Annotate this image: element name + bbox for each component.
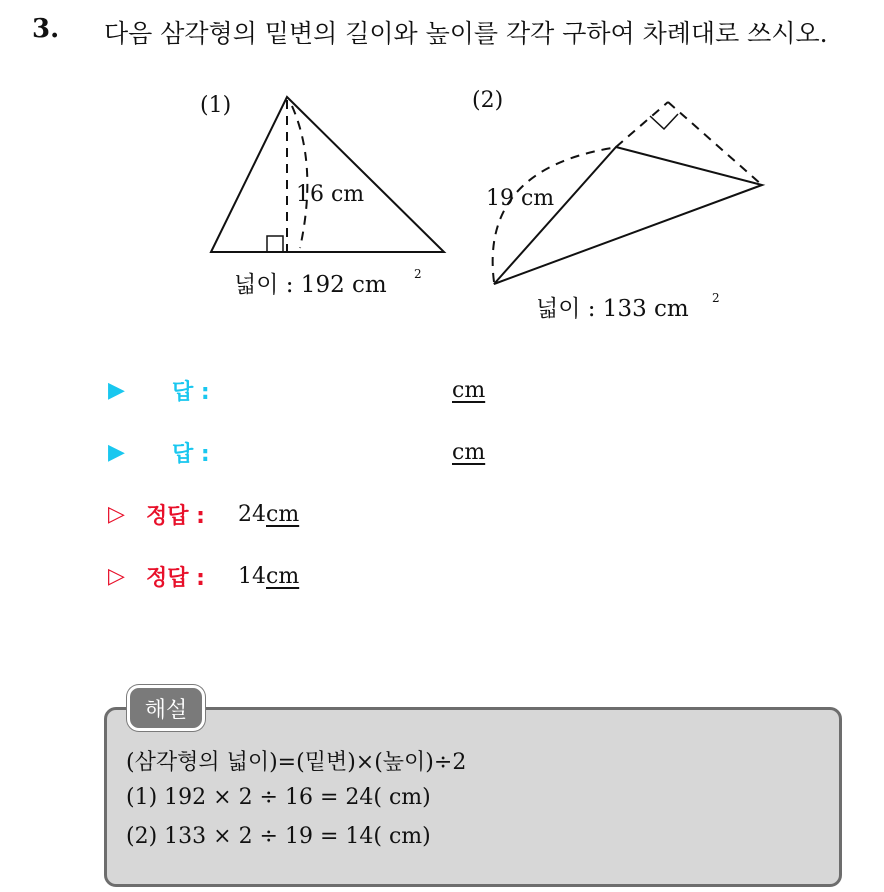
- solution-row-2: [108, 559, 299, 593]
- solution-marker-icon: ▷: [108, 563, 125, 589]
- explanation-line-2: (2) 133 × 2 ÷ 19 = 14( cm): [126, 824, 431, 849]
- figure-1-triangle: [211, 97, 444, 252]
- solution-unit: cm: [266, 563, 300, 589]
- answer-label: 답 :: [172, 379, 210, 405]
- figure-2-label: (2): [472, 88, 504, 113]
- answer-row-2: [108, 435, 485, 469]
- figure-2-area-sup: 2: [712, 291, 720, 305]
- triangle-figures: [0, 0, 884, 340]
- figure-1-height-label: 16 cm: [296, 182, 365, 207]
- figure-1-area-sup: 2: [414, 267, 422, 281]
- answer-label: 답 :: [172, 441, 210, 467]
- figure-1-area-label: 넓이 : 192 cm: [234, 272, 387, 298]
- answer-unit[interactable]: cm: [452, 377, 486, 403]
- answer-row-1: [108, 373, 485, 407]
- solution-unit: cm: [266, 501, 300, 527]
- solution-label: 정답 :: [146, 503, 205, 529]
- solution-row-1: [108, 497, 299, 531]
- explanation-line-1: (1) 192 × 2 ÷ 16 = 24( cm): [126, 785, 431, 810]
- answer-marker-icon: ▶: [108, 377, 125, 403]
- solution-value: 24: [238, 501, 266, 527]
- answer-marker-icon: ▶: [108, 439, 125, 465]
- answer-unit[interactable]: cm: [452, 439, 486, 465]
- question-text: 다음 삼각형의 밑변의 길이와 높이를 각각 구하여 차례대로 쓰시오.: [104, 19, 828, 48]
- solution-value: 14: [238, 563, 266, 589]
- question-number: 3.: [32, 14, 60, 44]
- figure-2-area-label: 넓이 : 133 cm: [536, 296, 689, 322]
- explanation-formula: (삼각형의 넓이)=(밑변)×(높이)÷2: [126, 750, 467, 775]
- figure-2-side-label: 19 cm: [486, 186, 555, 211]
- solution-label: 정답 :: [146, 565, 205, 591]
- explanation-tab: 해설: [127, 685, 205, 731]
- figure-1-label: (1): [200, 93, 232, 118]
- solution-marker-icon: ▷: [108, 501, 125, 527]
